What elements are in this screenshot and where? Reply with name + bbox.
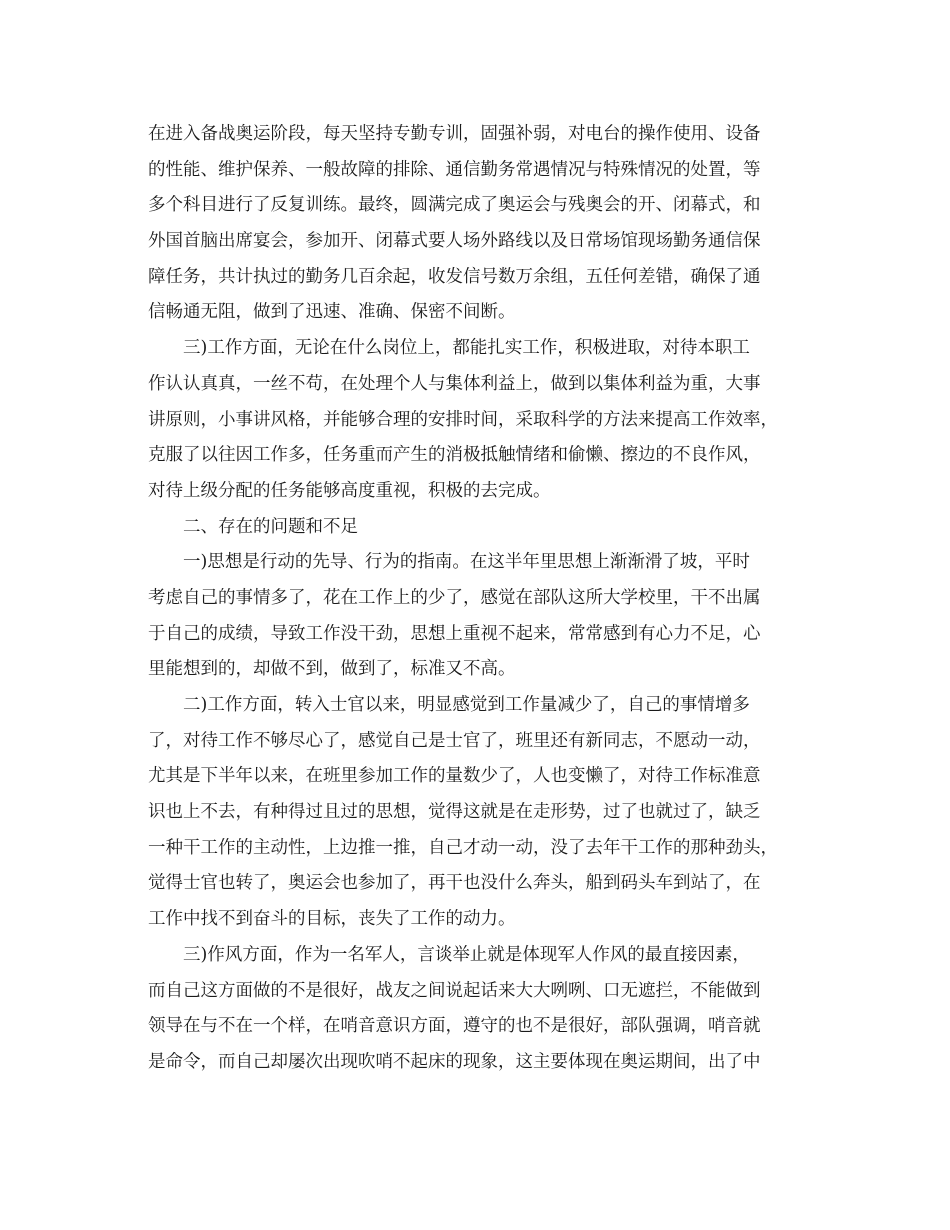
text-line: 对待上级分配的任务能够高度重视，积极的去完成。 [148, 480, 551, 501]
text-line: 里能想到的，却做不到，做到了，标准又不高。 [148, 659, 516, 680]
text-line: 克服了以往因工作多，任务重而产生的消极抵触情绪和偷懒、擦边的不良作风， [148, 445, 761, 466]
text-line: 觉得士官也转了，奥运会也参加了，再干也没什么奔头，船到码头车到站了，在 [148, 873, 761, 894]
text-line: 在进入备战奥运阶段，每天坚持专勤专训，固强补弱，对电台的操作使用、设备 [148, 124, 761, 144]
text-line: 领导在与不在一个样，在哨音意识方面，遵守的也不是很好，部队强调，哨音就 [148, 1016, 761, 1037]
text-line: 障任务，共计执过的勤务几百余起，收发信号数万余组，五任何差错，确保了通 [148, 266, 761, 287]
text-line: 识也上不去，有种得过且过的思想，觉得这就是在走形势，过了也就过了，缺乏 [148, 802, 761, 823]
text-line: 作认认真真，一丝不苟，在处理个人与集体利益上，做到以集体利益为重，大事 [148, 373, 761, 394]
section-heading: 二、存在的问题和不足 [183, 516, 358, 537]
text-line: 是命令，而自己却屡次出现吹哨不起床的现象，这主要体现在奥运期间，出了中 [148, 1051, 761, 1072]
text-line: 工作中找不到奋斗的目标，丧失了工作的动力。 [148, 909, 516, 930]
paragraph-start-line: 三)工作方面，无论在什么岗位上，都能扎实工作，积极进取，对待本职工 [183, 338, 750, 359]
text-line: 而自己这方面做的不是很好，战友之间说起话来大大咧咧、口无遮拦，不能做到 [148, 980, 761, 1001]
text-line: 考虑自己的事情多了，花在工作上的少了，感觉在部队这所大学校里，干不出属 [148, 587, 761, 608]
text-line: 信畅通无阻，做到了迅速、准确、保密不间断。 [148, 302, 516, 323]
text-line: 一种干工作的主动性，上边推一推，自己才动一动，没了去年干工作的那种劲头， [148, 837, 778, 858]
text-line: 尤其是下半年以来，在班里参加工作的量数少了，人也变懒了，对待工作标准意 [148, 766, 761, 787]
paragraph-start-line: 二)工作方面，转入士官以来，明显感觉到工作量减少了，自己的事情增多 [183, 695, 750, 715]
paragraph-start-line: 三)作风方面，作为一名军人，言谈举止就是体现军人作风的最直接因素， [183, 944, 750, 965]
text-line: 外国首脑出席宴会，参加开、闭幕式要人场外路线以及日常场馆现场勤务通信保 [148, 231, 761, 252]
text-line: 的性能、维护保养、一般故障的排除、通信勤务常遇情况与特殊情况的处置，等 [148, 159, 761, 180]
document-body [148, 117, 808, 1081]
paragraph-start-line: 一)思想是行动的先导、行为的指南。在这半年里思想上渐渐滑了坡，平时 [183, 552, 750, 573]
text-line: 了，对待工作不够尽心了，感觉自己是士官了，班里还有新同志，不愿动一动， [148, 730, 761, 751]
text-line: 讲原则，小事讲风格，并能够合理的安排时间，采取科学的方法来提高工作效率， [148, 409, 778, 430]
text-line: 多个科目进行了反复训练。最终，圆满完成了奥运会与残奥会的开、闭幕式，和 [148, 195, 761, 216]
text-line: 于自己的成绩，导致工作没干劲，思想上重视不起来，常常感到有心力不足，心 [148, 623, 761, 644]
